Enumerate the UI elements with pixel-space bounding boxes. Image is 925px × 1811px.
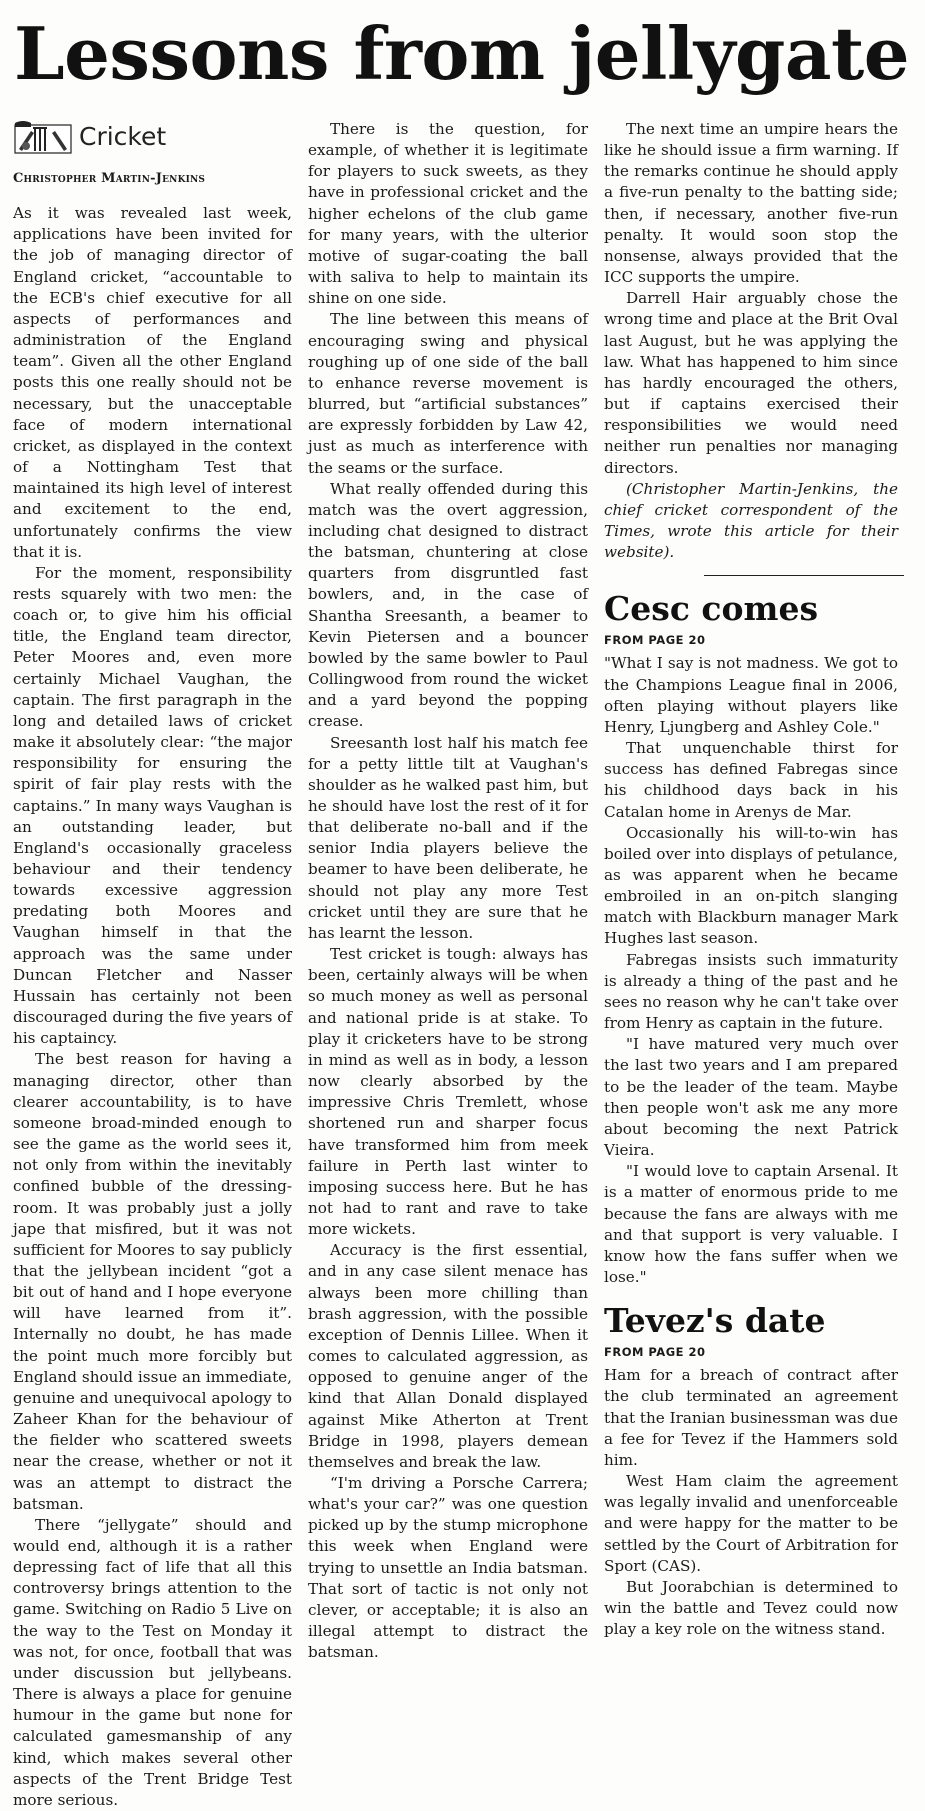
cesc-article xyxy=(604,590,898,1288)
article-paragraph: "I have matured very much over the last two years and I am prepared to be the leader of the team. Maybe then people won't ask me any more about becoming the next Patrick Vieira. xyxy=(604,1035,898,1160)
article-paragraph: Ham for a breach of contract after the club terminated an agreement that the Iranian businessman was due a fee for Tevez if the Hammers sold him. xyxy=(604,1366,898,1469)
article-paragraph: But Joorabchian is determined to win the battle and Tevez could now play a key role on the witness stand. xyxy=(604,1577,898,1639)
article-paragraph: Accuracy is the first essential, and in any case silent menace has always been more chilling than brash aggression, with the possible exception of Dennis Lillee. When it comes to calculated aggression, as opposed to genuine anger of the kind that Allan Donald displayed against Mike Atherton at Trent Bridge in 1998, players demean themselves and break the law. xyxy=(308,1241,588,1471)
cricket-logo-icon xyxy=(13,119,73,155)
article-paragraph: What really offended during this match was the overt aggression, including chat designed to distract the batsman, chuntering at close quarters from disgruntled fast bowlers, and, in the case of Shantha Sreesanth, a beamer to Kevin Pietersen and a bouncer bowled by the same bowler to Paul Collingwood from round the wicket and a yard beyond the popping crease. xyxy=(308,479,588,731)
article-paragraph: Test cricket is tough: always has been, certainly always will be when so much money as well as personal and national pride is at stake. To play it cricketers have to be strong in mind as well as in body, a lesson now clearly absorbed by the impressive Chris Tremlett, whose shortened run and sharper focus have transformed him from meek failure in Perth last winter to imposing success here. But he has not had to rant and rave to take more wickets. xyxy=(308,945,588,1239)
article-paragraph: The best reason for having a managing director, other than clearer accountability, is to have someone broad-minded enough to see the game as the world sees it, not only from within the inevitably confined bubble of the dressing-room. It was probably just a jolly jape that misfired, but it was not sufficient for Moores to say publicly that the jellybean incident “got a bit out of hand and I hope everyone will have learned from it”. Internally no doubt, he has made the point much more forcibly but England should issue an immediate, genuine and unequivocal apology to Zaheer Khan for the behaviour of the fielder who scattered sweets near the crease, whether or not it was an attempt to distract the batsman. xyxy=(13,1050,292,1513)
article-paragraph: “I'm driving a Porsche Carrera; what's your car?” was one question picked up by the stump microphone this week when England were trying to unsettle an India batsman. That sort of tactic is not only not clever, or acceptable; it is also an illegal attempt to distract the batsman. xyxy=(308,1474,588,1662)
column-1 xyxy=(13,118,292,1811)
column-2 xyxy=(308,119,588,1663)
article-paragraph: Sreesanth lost half his match fee for a petty little tilt at Vaughan's shoulder as he walked past him, but he should have lost the rest of it for that deliberate no-ball and if the senior India players believe the beamer to have been deliberate, he should not play any more Test cricket until they are sure that he has learnt the lesson. xyxy=(308,733,588,942)
tevez-article xyxy=(604,1302,898,1640)
article-paragraph: Darrell Hair arguably chose the wrong time and place at the Brit Oval last August, but he was applying the law. What has happened to him since has hardly encouraged the others, but if captains exercised their responsibilities we would need neither run penalties nor managing directors. xyxy=(604,289,898,477)
article-paragraph: That unquenchable thirst for success has defined Fabregas since his childhood days back in his Catalan home in Arenys de Mar. xyxy=(604,739,898,821)
article-paragraph: "What I say is not madness. We got to the Champions League final in 2006, often playing without players like Henry, Ljungberg and Ashley Cole." xyxy=(604,654,898,736)
article-paragraph: The line between this means of encouraging swing and physical roughing up of one side of the ball to enhance reverse movement is blurred, but “artificial substances” are expressly forbidden by Law 42, just as much as interference with the seams or the surface. xyxy=(308,310,588,477)
article-paragraph: "I would love to captain Arsenal. It is a matter of enormous pride to me because the fans are always with me and that support is very valuable. I know how the fans suffer when we lose." xyxy=(604,1162,898,1286)
headline: Lessons from jellygate xyxy=(14,11,910,96)
article-paragraph: For the moment, responsibility rests squarely with two men: the coach or, to give him his official title, the England team director, Peter Moores and, even more certainly Michael Vaughan, the captain. The first paragraph in the long and detailed laws of cricket make it absolutely clear: “the major responsibility for ensuring the spirit of fair play rests with the captains.” In many ways Vaughan is an outstanding leader, but England's occasionally graceless behaviour and their tendency towards excessive aggression predating both Moores and Vaughan himself in that the approach was the same under Duncan Fletcher and Nasser Hussain has certainly not been discouraged during the five years of his captaincy. xyxy=(13,563,292,1048)
article-paragraph: The next time an umpire hears the like he should issue a firm warning. If the remarks continue he should apply a five-run penalty to the batting side; then, if necessary, another five-run penalty. It would soon stop the nonsense, always provided that the ICC supports the umpire. xyxy=(604,120,898,287)
column-3 xyxy=(604,119,898,1640)
article-paragraph: Fabregas insists such immaturity is already a thing of the past and he sees no reason why he can't take over from Henry as captain in the future. xyxy=(604,950,898,1033)
tevez-continued-from: FROM PAGE 20 xyxy=(604,1345,706,1360)
article-paragraph: There is the question, for example, of whether it is legitimate for players to suck sweets, as they have in professional cricket and the higher echelons of the club game for many years, with the ulterior motive of sugar-coating the ball with saliva to help to maintain its shine on one side. xyxy=(308,120,588,308)
cesc-continued-from: FROM PAGE 20 xyxy=(604,633,706,648)
tevez-title: Tevez's date xyxy=(604,1301,826,1341)
cesc-title: Cesc comes xyxy=(604,589,819,629)
article-paragraph: West Ham claim the agreement was legally invalid and unenforceable and were happy for the matter to be settled by the Court of Arbitration for Sport (CAS). xyxy=(604,1472,898,1575)
author-note: (Christopher Martin-Jenkins, the chief cricket correspondent of the Times, wrote this article for their website). xyxy=(604,479,898,562)
divider xyxy=(704,575,904,576)
byline: Christopher Martin-Jenkins xyxy=(13,171,206,186)
section-header xyxy=(13,118,292,156)
article-paragraph: Occasionally his will-to-win has boiled over into displays of petulance, as was apparent when he became embroiled in an on-pitch slanging match with Blackburn manager Mark Hughes last season. xyxy=(604,823,898,948)
article-paragraph: There “jellygate” should and would end, although it is a rather depressing fact of life that all this controversy brings attention to the game. Switching on Radio 5 Live on the way to the Test on Monday it was not, for once, football that was under discussion but jellybeans. There is always a place for genuine humour in the game but none for calculated gamesmanship of any kind, which makes several other aspects of the Trent Bridge Test more serious. xyxy=(13,1515,292,1809)
section-label: Cricket xyxy=(79,122,167,152)
article-paragraph: As it was revealed last week, applications have been invited for the job of managing director of England cricket, “accountable to the ECB's chief executive for all aspects of performances and administration of the England team”. Given all the other England posts this one really should not be necessary, but the unacceptable face of modern international cricket, as displayed in the context of a Nottingham Test that maintained its high level of interest and excitement to the end, unfortunately confirms the view that it is. xyxy=(13,204,292,561)
